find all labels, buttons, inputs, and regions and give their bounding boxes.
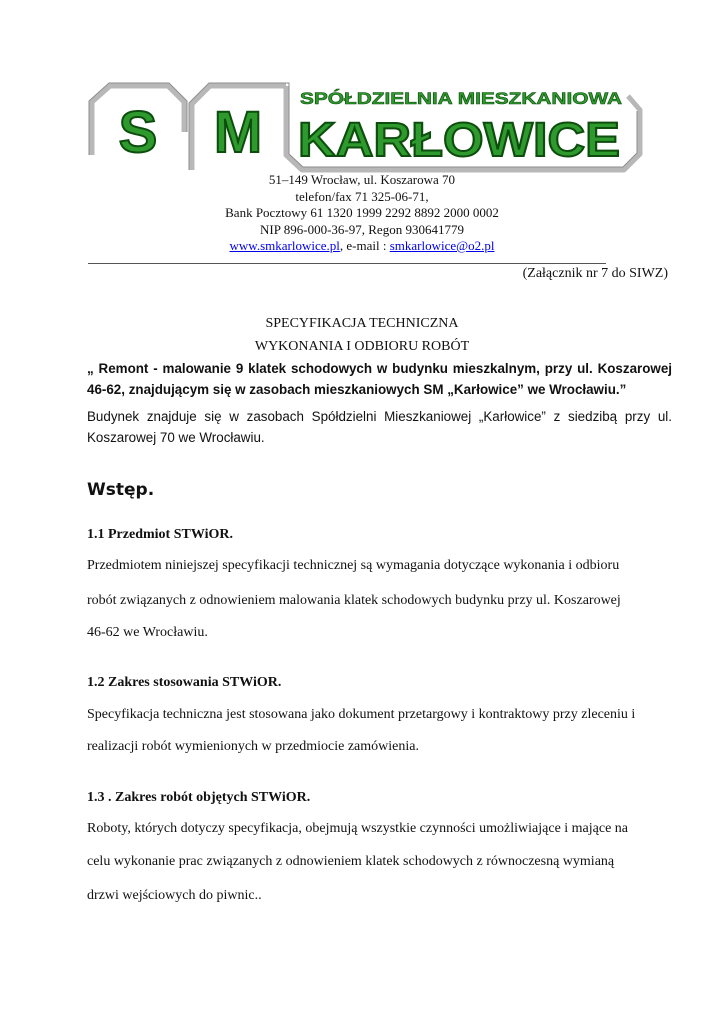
section-1-1-line: Przedmiotem niniejszej specyfikacji technicznej są wymagania dotyczące wykonania i odbioru [87,558,620,573]
subject-line-2: 46-62, znajdującym się w zasobach mieszkaniowych SM „Karłowice” we Wrocławiu.” [87,382,627,397]
address-line: 51–149 Wrocław, ul. Koszarowa 70 [268,172,456,187]
section-1-3-heading: 1.3 . Zakres robót objętych STWiOR. [87,790,311,805]
section-1-1-line: robót związanych z odnowieniem malowania klatek schodowych budynku przy ul. Koszarowej [87,593,621,608]
section-1-3-line: drzwi wejściowych do piwnic.. [87,888,262,903]
nip-regon-line: NIP 896-000-36-97, Regon 930641779 [260,221,464,237]
spec-title-line1: SPECYFIKACJA TECHNICZNA [265,316,459,331]
logo-top-text: SPÓŁDZIELNIA MIESZKANIOWA [300,89,622,108]
attachment-note: (Załącznik nr 7 do SIWZ) [522,266,668,281]
section-1-1-line: 46-62 we Wrocławiu. [87,625,208,640]
building-line-1: Budynek znajduje się w zasobach Spółdzielni Mieszkaniowej „Karłowice” z siedzibą przy ul. [87,409,672,424]
company-logo [88,80,648,175]
section-1-2-heading: 1.2 Zakres stosowania STWiOR. [87,675,282,690]
logo-letter-m: M [213,100,263,165]
section-1-2-line: Specyfikacja techniczna jest stosowana jako dokument przetargowy i kontraktowy przy zleceniu i [87,707,636,722]
website-link[interactable]: www.smkarlowice.pl [229,238,340,253]
section-1-3-line: Roboty, których dotyczy specyfikacja, obejmują wszystkie czynności umożliwiające i mające na [87,821,629,836]
subject-paragraph [87,358,672,400]
section-1-2-line: realizacji robót wymienionych w przedmiocie zamówienia. [87,739,419,754]
contact-line [0,238,724,255]
phone-line: telefon/fax 71 325-06-71, [295,188,429,204]
email-label: , e-mail : [339,238,390,253]
building-paragraph [87,406,672,448]
logo-letter-s: S [118,100,158,165]
building-line-2: Koszarowej 70 we Wrocławiu. [87,430,265,445]
email-link[interactable]: smkarlowice@o2.pl [389,238,495,253]
section-1-1-heading: 1.1 Przedmiot STWiOR. [87,527,233,542]
subject-line-1: „ Remont - malowanie 9 klatek schodowych w budynku mieszkalnym, przy ul. Koszarowej [87,361,672,376]
header-divider [88,263,606,264]
section-1-3-line: celu wykonanie prac związanych z odnowieniem klatek schodowych z równoczesną wymianą [87,854,615,869]
address-block [0,172,724,255]
bank-line: Bank Pocztowy 61 1320 1999 2292 8892 2000 0002 [225,205,499,220]
logo-main-text: KARŁOWICE [298,114,620,167]
intro-heading: Wstęp. [87,480,155,500]
spec-title-line2: WYKONANIA I ODBIORU ROBÓT [254,339,470,354]
